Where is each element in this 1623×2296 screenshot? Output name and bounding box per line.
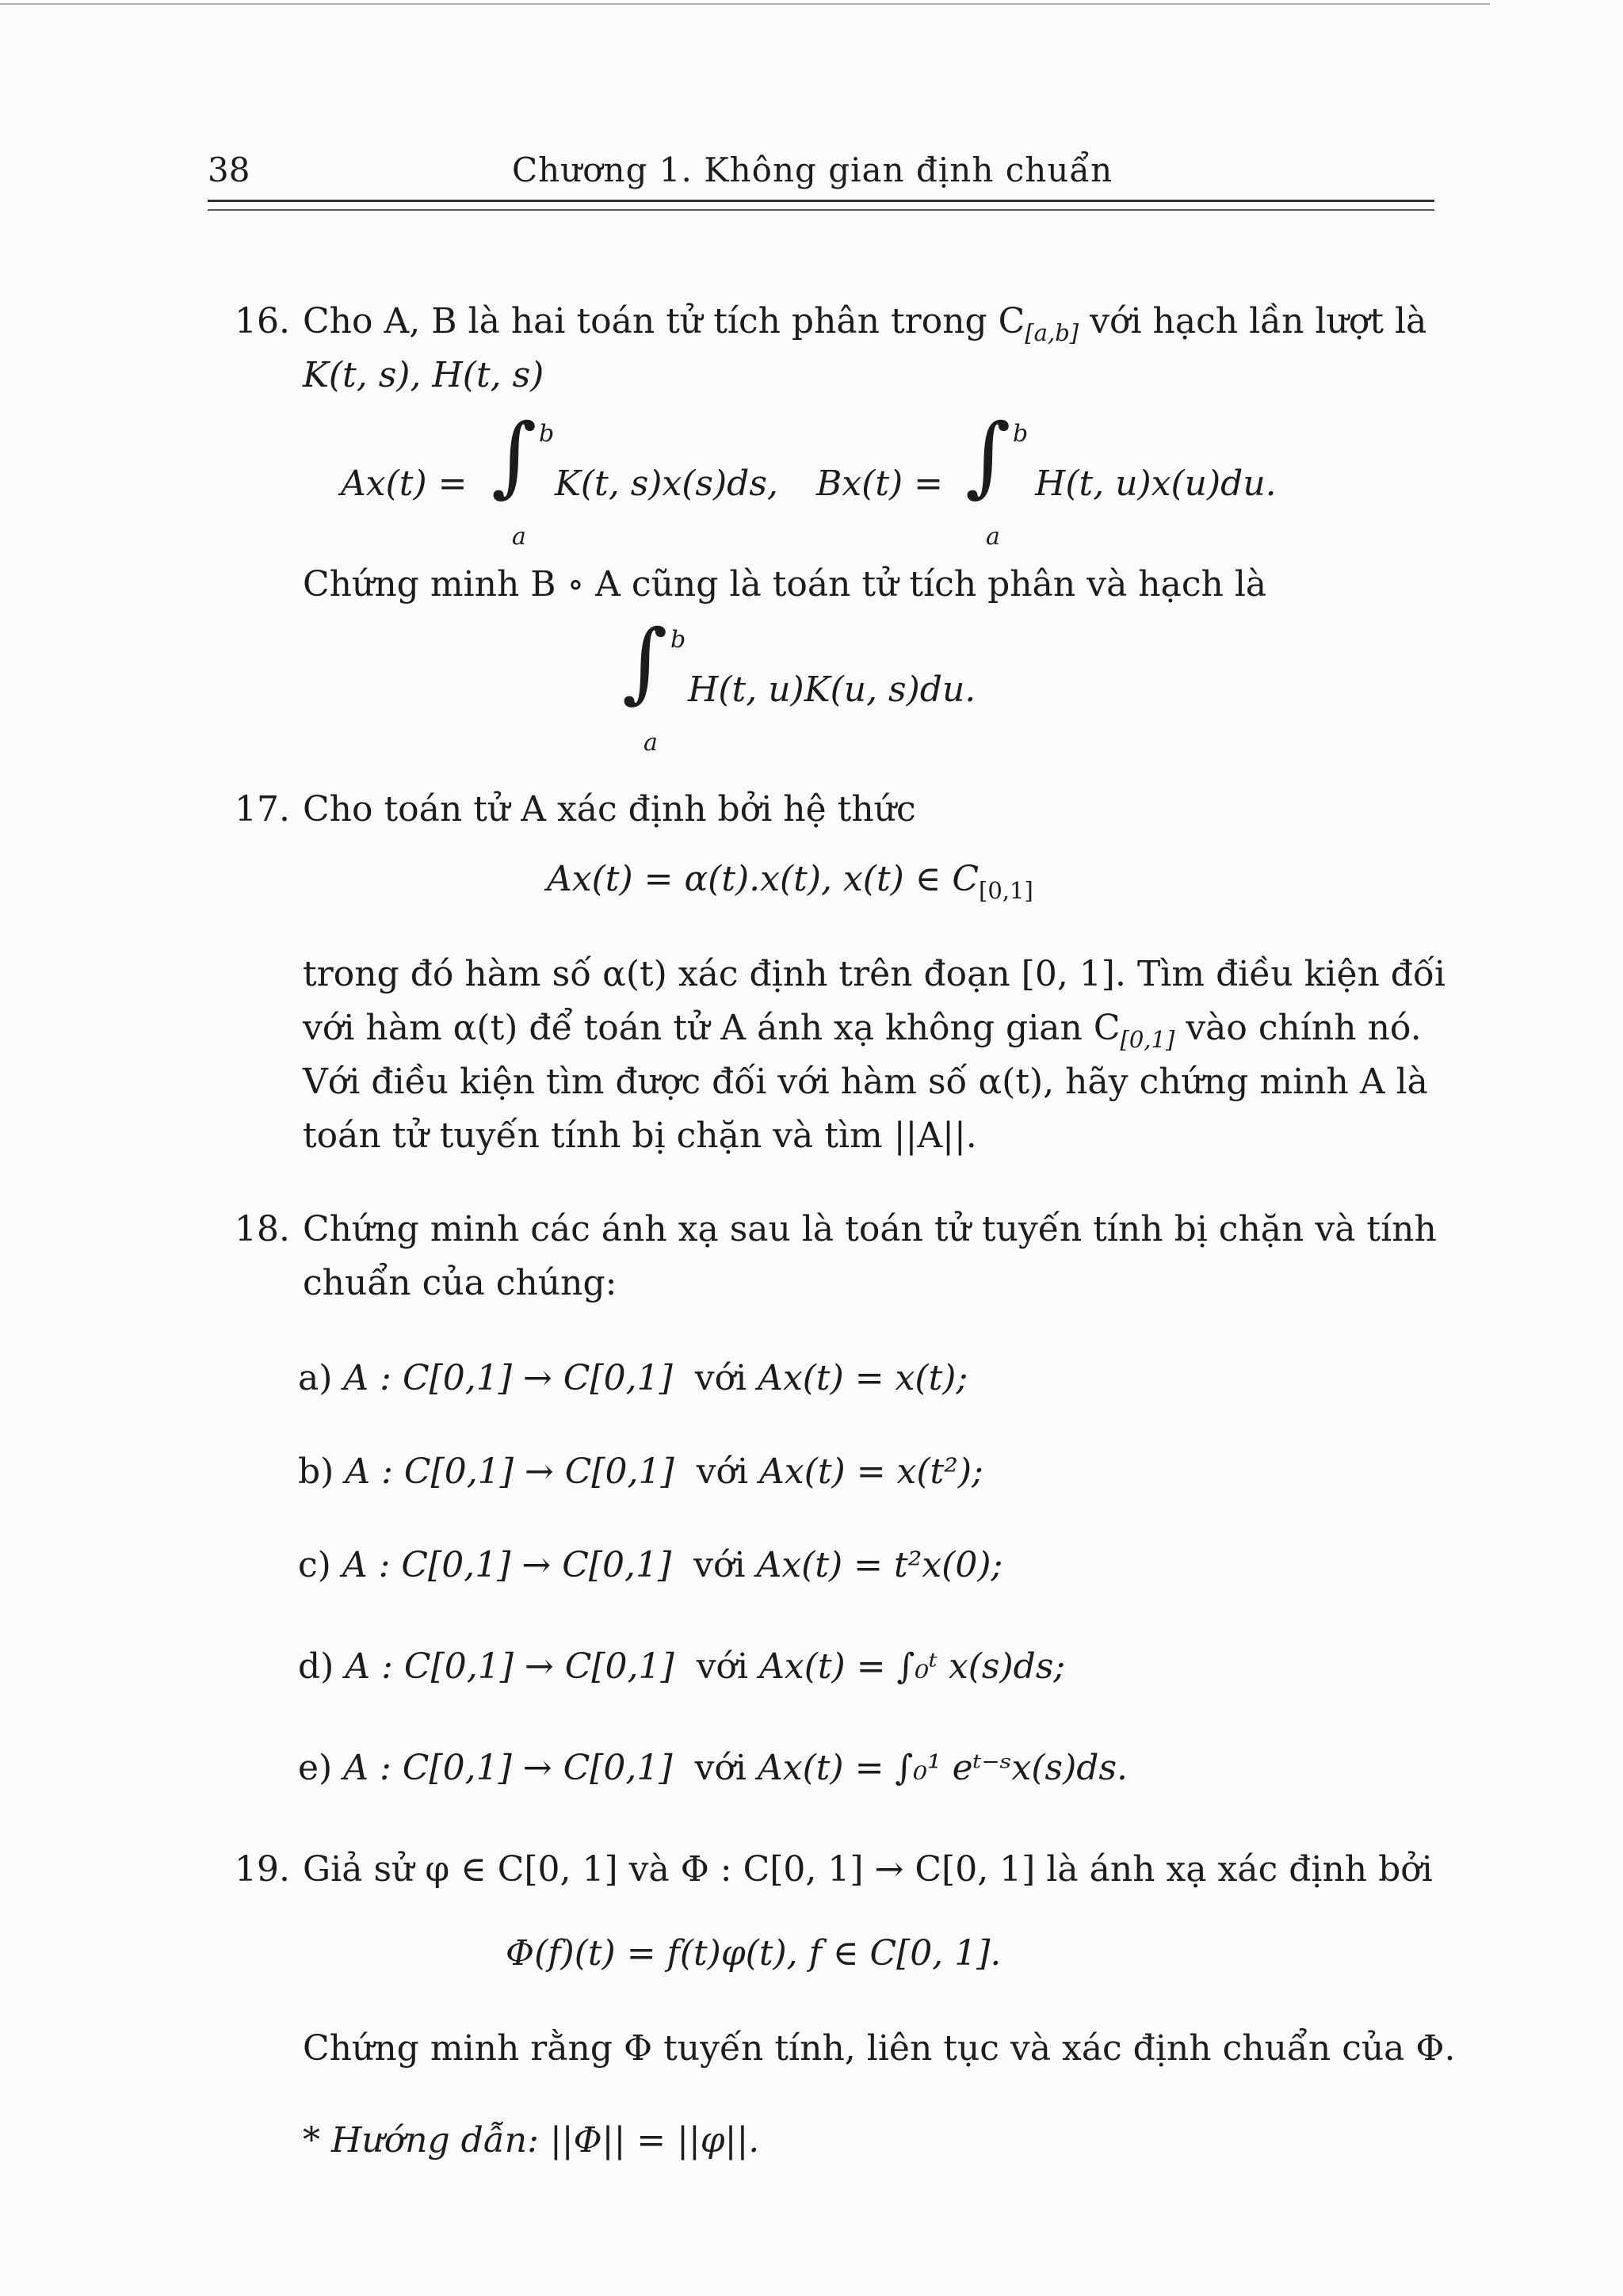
exercise-18-number: 18. [235, 1209, 290, 1249]
header-rule-thin [208, 209, 1434, 211]
exercise-18-item-c: c) A : C[0,1] → C[0,1] với Ax(t) = t²x(0); [298, 1545, 1003, 1585]
integral-sign: ∫ [622, 611, 668, 712]
exercise-17-line-4: Với điều kiện tìm được đối với hàm số α(t), hãy chứng minh A là [303, 1062, 1428, 1102]
top-border-rule [0, 3, 1490, 5]
exercise-19-equation: Φ(f)(t) = f(t)φ(t), f ∈ C[0, 1]. [506, 1933, 1002, 1974]
lower-limit: a [643, 729, 658, 757]
exercise-17-line-3: với hàm α(t) để toán tử A ánh xạ không gian $C_{[0,1]}$ vào chính nó. [303, 1008, 1422, 1054]
exercise-18-line-1: Chứng minh các ánh xạ sau là toán tử tuyến tính bị chặn và tính [303, 1209, 1437, 1249]
exercise-18-item-a: a) A : C[0,1] → C[0,1] với Ax(t) = x(t); [298, 1358, 968, 1398]
exercise-16-line-1: Cho A, B là hai toán tử tích phân trong $C_{[a,b]}$ với hạch lần lượt là [303, 301, 1427, 347]
lower-limit: a [986, 523, 1000, 551]
upper-limit: b [1013, 420, 1029, 448]
exercise-17-equation: Ax(t) = α(t).x(t), x(t) ∈ $C_{[0,1]}$ [547, 859, 1033, 905]
exercise-19-hint: * Hướng dẫn: ||Φ|| = ||φ||. [303, 2120, 760, 2161]
upper-limit: b [670, 626, 686, 654]
exercise-16-number: 16. [235, 301, 290, 341]
exercise-17-line-2: trong đó hàm số α(t) xác định trên đoạn [0, 1]. Tìm điều kiện đối [303, 954, 1445, 994]
exercise-19-number: 19. [235, 1849, 290, 1890]
exercise-17-line-5: toán tử tuyến tính bị chặn và tìm ||A||. [303, 1116, 977, 1156]
equation-bx-left: Bx(t) = [816, 463, 944, 504]
chapter-title: Chương 1. Không gian định chuẩn [512, 151, 1113, 189]
equation-kernel: H(t, u)K(u, s)du. [688, 669, 976, 710]
exercise-17-line-1: Cho toán tử A xác định bởi hệ thức [303, 789, 916, 830]
equation-ax-integrand: K(t, s)x(s)ds, [555, 463, 778, 504]
equation-bx-integrand: H(t, u)x(u)du. [1035, 463, 1277, 504]
equation-ax-left: Ax(t) = [341, 463, 468, 504]
exercise-19-line-2: Chứng minh rằng Φ tuyến tính, liên tục và xác định chuẩn của Φ. [303, 2028, 1456, 2069]
lower-limit: a [512, 523, 526, 551]
exercise-18-item-d: d) A : C[0,1] → C[0,1] với Ax(t) = ∫₀ᵗ x(s)ds; [298, 1646, 1066, 1687]
exercise-18-line-2: chuẩn của chúng: [303, 1263, 617, 1303]
exercise-16-line-2: K(t, s), H(t, s) [303, 355, 544, 395]
exercise-19-line-1: Giả sử φ ∈ C[0, 1] và Φ : C[0, 1] → C[0, 1] là ánh xạ xác định bởi [303, 1849, 1433, 1890]
integral-sign: ∫ [965, 405, 1011, 506]
page-number: 38 [208, 151, 250, 189]
exercise-17-number: 17. [235, 789, 290, 830]
header-rule [208, 200, 1434, 202]
integral-sign: ∫ [491, 405, 537, 506]
exercise-16-line-3: Chứng minh B ∘ A cũng là toán tử tích phân và hạch là [303, 564, 1267, 605]
upper-limit: b [539, 420, 555, 448]
exercise-18-item-b: b) A : C[0,1] → C[0,1] với Ax(t) = x(t²); [298, 1451, 983, 1492]
exercise-18-item-e: e) A : C[0,1] → C[0,1] với Ax(t) = ∫₀¹ eᵗ⁻ˢx(s)ds. [298, 1748, 1128, 1788]
